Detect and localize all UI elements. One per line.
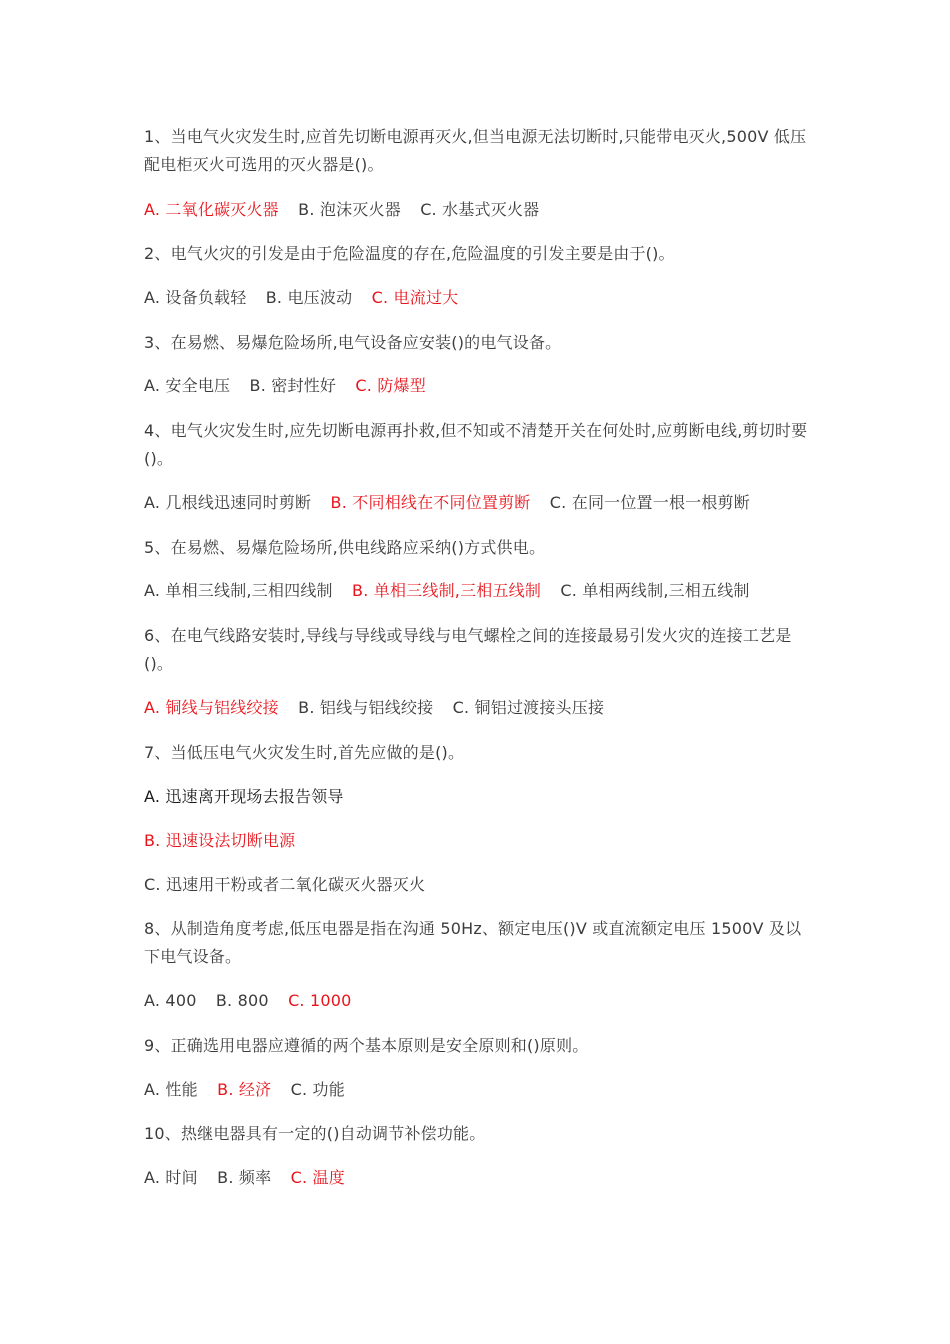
- option-3c: C. 防爆型: [355, 376, 426, 395]
- option-4b: B. 不同相线在不同位置剪断: [330, 493, 531, 512]
- option-7a-line: [144, 784, 824, 810]
- option-6b: B. 铝线与铝线绞接: [298, 698, 434, 717]
- option-7b-line: [144, 828, 824, 854]
- options-2: [144, 285, 824, 311]
- option-9c: C. 功能: [290, 1080, 345, 1099]
- option-3b: B. 密封性好: [249, 376, 337, 395]
- option-1c: C. 水基式灭火器: [420, 200, 540, 219]
- option-10c: C. 温度: [290, 1168, 345, 1187]
- option-1a: A. 二氧化碳灭火器: [144, 200, 279, 219]
- option-8b: B. 800: [215, 991, 269, 1010]
- question-4: 4、电气火灾发生时,应先切断电源再扑救,但不知或不清楚开关在何处时,应剪断电线,剪切时要()。: [144, 421, 808, 468]
- options-9: [144, 1077, 824, 1103]
- option-4c: C. 在同一位置一根一根剪断: [549, 493, 750, 512]
- option-4a: A. 几根线迅速同时剪断: [144, 493, 312, 512]
- options-5: [144, 578, 824, 604]
- question-1: 1、当电气火灾发生时,应首先切断电源再灭火,但当电源无法切断时,只能带电灭火,500V 低压配电柜灭火可选用的灭火器是()。: [144, 127, 807, 174]
- options-8: [144, 988, 824, 1014]
- option-2a: A. 设备负载轻: [144, 288, 247, 307]
- option-6a: A. 铜线与铝线绞接: [144, 698, 279, 717]
- question-9: 9、正确选用电器应遵循的两个基本原则是安全原则和()原则。: [144, 1036, 589, 1055]
- option-8a: A. 400: [144, 991, 197, 1010]
- option-7b: B. 迅速设法切断电源: [144, 831, 296, 850]
- options-3: [144, 373, 824, 399]
- question-5: 5、在易燃、易爆危险场所,供电线路应采纳()方式供电。: [144, 538, 546, 557]
- option-10a: A. 时间: [144, 1168, 198, 1187]
- option-9b: B. 经济: [217, 1080, 272, 1099]
- option-10b: B. 频率: [217, 1168, 272, 1187]
- option-9a: A. 性能: [144, 1080, 198, 1099]
- question-8: 8、从制造角度考虑,低压电器是指在沟通 50Hz、额定电压()V 或直流额定电压 1500V 及以下电气设备。: [144, 919, 802, 966]
- options-6: [144, 695, 824, 721]
- option-8c: C. 1000: [288, 991, 352, 1010]
- question-10: 10、热继电器具有一定的()自动调节补偿功能。: [144, 1124, 486, 1143]
- option-5b: B. 单相三线制,三相五线制: [352, 581, 542, 600]
- question-3: 3、在易燃、易爆危险场所,电气设备应安装()的电气设备。: [144, 333, 562, 352]
- option-7a: A. 迅速离开现场去报告领导: [144, 787, 344, 806]
- option-2b: B. 电压波动: [265, 288, 353, 307]
- option-6c: C. 铜铝过渡接头压接: [452, 698, 605, 717]
- question-2: 2、电气火灾的引发是由于危险温度的存在,危险温度的引发主要是由于()。: [144, 244, 675, 263]
- option-3a: A. 安全电压: [144, 376, 231, 395]
- option-1b: B. 泡沫灭火器: [298, 200, 401, 219]
- option-7c: C. 迅速用干粉或者二氧化碳灭火器灭火: [144, 875, 426, 894]
- question-7: 7、当低压电气火灾发生时,首先应做的是()。: [144, 743, 465, 762]
- option-5c: C. 单相两线制,三相五线制: [560, 581, 750, 600]
- options-10: [144, 1165, 824, 1191]
- question-6: 6、在电气线路安装时,导线与导线或导线与电气螺栓之间的连接最易引发火灾的连接工艺是()。: [144, 626, 792, 673]
- option-2c: C. 电流过大: [371, 288, 459, 307]
- option-5a: A. 单相三线制,三相四线制: [144, 581, 333, 600]
- options-4: [144, 490, 824, 516]
- options-1: [144, 197, 824, 223]
- option-7c-line: [144, 872, 824, 898]
